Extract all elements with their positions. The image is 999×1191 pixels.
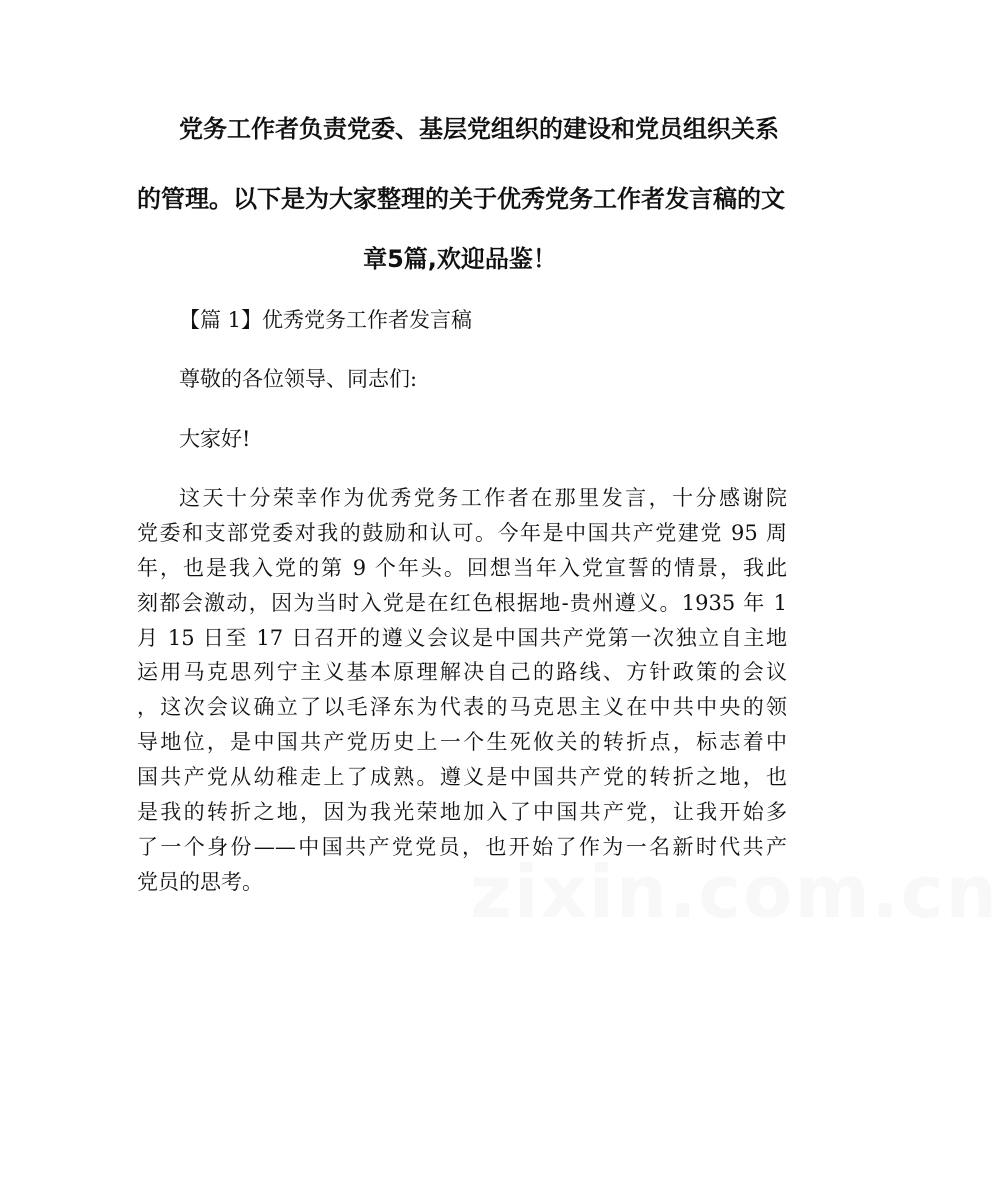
intro-line-3: 章5篇,欢迎品鉴！ [363, 245, 557, 273]
body-line: 年，也是我入党的第 9 个年头。回想当年入党宣誓的情景，我此 [137, 555, 787, 580]
body-line: 刻都会激动，因为当时入党是在红色根据地-贵州遵义。1935 年 1 [137, 590, 787, 615]
body-line: 党委和支部党委对我的鼓励和认可。今年是中国共产党建党 95 周 [137, 520, 787, 545]
body-line: 是我的转折之地，因为我光荣地加入了中国共产党，让我开始多 [137, 800, 787, 825]
body-paragraph [137, 483, 787, 902]
body-line: 月 15 日至 17 日召开的遵义会议是中国共产党第一次独立自主地 [137, 625, 787, 650]
greeting: 大家好! [179, 427, 251, 451]
body-line: 这天十分荣幸作为优秀党务工作者在那里发言，十分感谢院 [179, 486, 787, 510]
body-line: ，这次会议确立了以毛泽东为代表的马克思主义在中共中央的领 [137, 695, 787, 720]
body-line: 国共产党从幼稚走上了成熟。遵义是中国共产党的转折之地，也 [137, 765, 787, 790]
body-line: 导地位，是中国共产党历史上一个生死攸关的转折点，标志着中 [137, 730, 787, 755]
body-line: 了一个身份——中国共产党党员，也开始了作为一名新时代共产 [137, 834, 787, 859]
body-line: 党员的思考。 [137, 869, 263, 894]
salutation: 尊敬的各位领导、同志们: [179, 367, 418, 391]
watermark: zixin.com.cn [470, 850, 999, 934]
intro-line-1: 党务工作者负责党委、基层党组织的建设和党员组织关系 [179, 115, 779, 143]
section-title: 【篇 1】优秀党务工作者发言稿 [179, 308, 473, 332]
body-line: 运用马克思列宁主义基本原理解决自己的路线、方针政策的会议 [137, 660, 787, 685]
intro-line-2: 的管理。以下是为大家整理的关于优秀党务工作者发言稿的文 [137, 185, 785, 213]
